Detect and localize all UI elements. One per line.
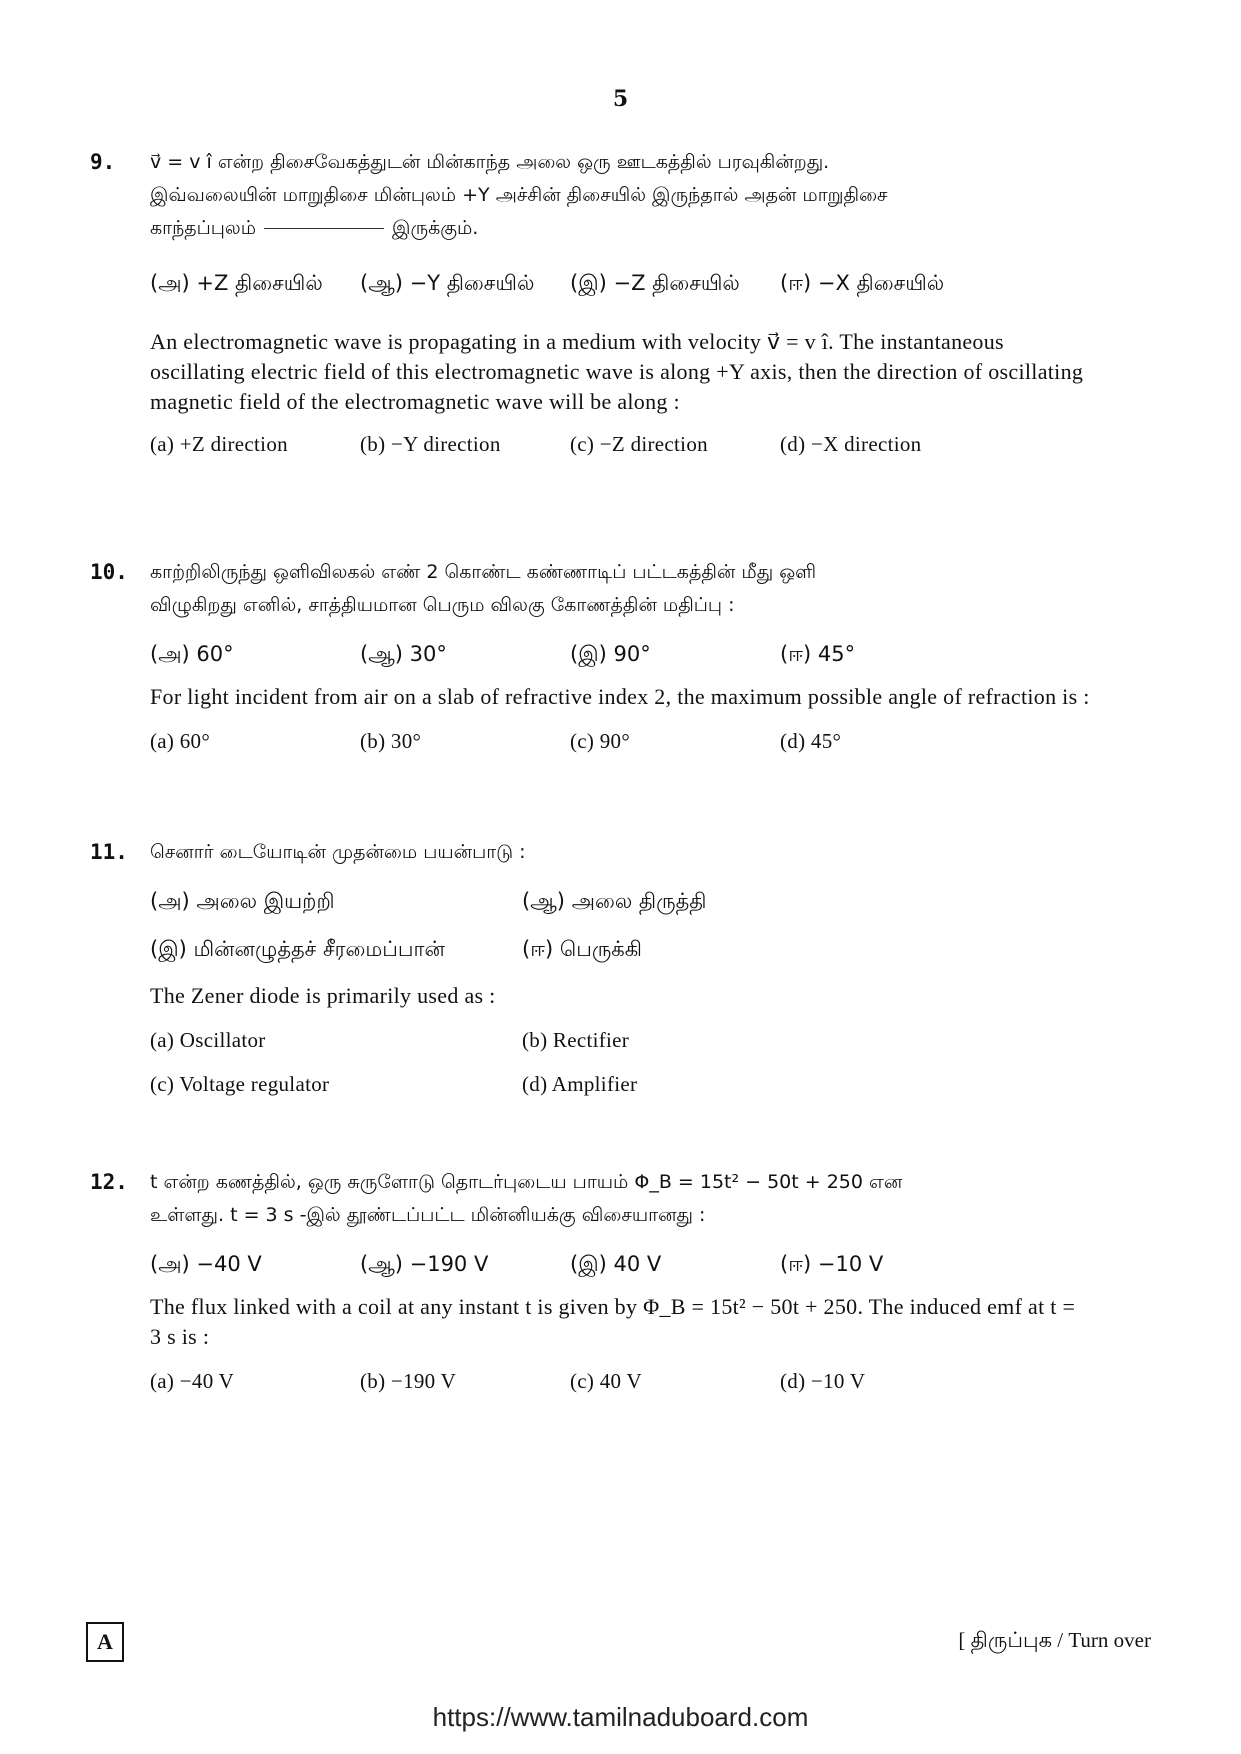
option-a: (a) −40 V xyxy=(150,1369,235,1393)
option-a: (a) Oscillator xyxy=(150,1028,266,1052)
english-question: The flux linked with a coil at any instant t is given by Φ_B = 15t² − 50t + 250. The induced emf at t = 3 s is : xyxy=(150,1294,1076,1349)
option-c: (c) −Z direction xyxy=(570,432,708,456)
option-d: (ஈ) 45° xyxy=(780,642,856,666)
option-a: (அ) 60° xyxy=(150,642,234,666)
option-a: (a) 60° xyxy=(150,729,211,753)
tamil-line: t என்ற கணத்தில், ஒரு சுருளோடு தொடர்புடைய பாயம் Φ_B = 15t² − 50t + 250 என xyxy=(150,1171,903,1193)
option-b: (b) −Y direction xyxy=(360,432,501,456)
option-b: (b) 30° xyxy=(360,729,422,753)
option-b: (ஆ) −190 V xyxy=(360,1252,489,1276)
english-question: An electromagnetic wave is propagating in a medium with velocity v⃗ = v î. The instantaneous oscillating electric field of this electromagnetic wave is along +Y axis, then the direction of oscillating magnetic field of the electromagnetic wave will be along : xyxy=(150,329,1084,414)
option-d: (d) Amplifier xyxy=(522,1072,638,1096)
option-c: (இ) 40 V xyxy=(570,1252,662,1276)
tamil-options xyxy=(150,1248,1090,1282)
question-number: 9. xyxy=(90,150,116,174)
question-number: 11. xyxy=(90,840,128,864)
tamil-text: காந்தப்புலம் xyxy=(150,217,256,239)
turn-over-label: [ திருப்புக / Turn over xyxy=(958,1628,1151,1652)
option-c: (இ) −Z திசையில் xyxy=(570,271,740,295)
tamil-line-3 xyxy=(150,212,1090,245)
english-question: The Zener diode is primarily used as : xyxy=(150,983,496,1008)
tamil-line: செனார் டையோடின் முதன்மை பயன்பாடு : xyxy=(150,841,526,863)
set-label-box: A xyxy=(86,1622,124,1662)
option-c: (c) 40 V xyxy=(570,1369,642,1393)
tamil-line: v⃗ = v î என்ற திசைவேகத்துடன் மின்காந்த அலை ஒரு ஊடகத்தில் பரவுகின்றது. xyxy=(150,151,830,173)
english-question: For light incident from air on a slab of refractive index 2, the maximum possible angle of refraction is : xyxy=(150,684,1090,709)
option-a: (அ) +Z திசையில் xyxy=(150,271,323,295)
option-d: (d) −X direction xyxy=(780,432,922,456)
option-c: (c) Voltage regulator xyxy=(150,1072,330,1096)
tamil-options xyxy=(150,267,1090,301)
option-d: (d) −10 V xyxy=(780,1369,866,1393)
option-b: (b) −190 V xyxy=(360,1369,457,1393)
tamil-options-row-1 xyxy=(150,885,1090,919)
tamil-options-row-2 xyxy=(150,933,1090,967)
question-number: 10. xyxy=(90,560,128,584)
tamil-line: இவ்வலையின் மாறுதிசை மின்புலம் +Y அச்சின் திசையில் இருந்தால் அதன் மாறுதிசை xyxy=(150,184,888,206)
option-b: (ஆ) அலை திருத்தி xyxy=(522,889,707,913)
option-a: (அ) அலை இயற்றி xyxy=(150,889,335,913)
website-url: https://www.tamilnaduboard.com xyxy=(432,1702,809,1732)
english-options-row-1 xyxy=(150,1025,1090,1059)
option-b: (ஆ) 30° xyxy=(360,642,447,666)
option-a: (a) +Z direction xyxy=(150,432,288,456)
option-c: (c) 90° xyxy=(570,729,631,753)
tamil-options xyxy=(150,638,1090,672)
option-a: (அ) −40 V xyxy=(150,1252,262,1276)
fill-blank xyxy=(264,228,384,229)
english-options-row-2 xyxy=(150,1069,1090,1103)
option-c: (இ) 90° xyxy=(570,642,651,666)
option-d: (ஈ) −10 V xyxy=(780,1252,884,1276)
tamil-line: காற்றிலிருந்து ஒளிவிலகல் எண் 2 கொண்ட கண்ணாடிப் பட்டகத்தின் மீது ஒளி xyxy=(150,561,817,583)
tamil-line: உள்ளது. t = 3 s -இல் தூண்டப்பட்ட மின்னியக்கு விசையானது : xyxy=(150,1204,706,1226)
option-d: (ஈ) பெருக்கி xyxy=(522,937,642,961)
english-options xyxy=(150,1366,1090,1400)
tamil-line: விழுகிறது எனில், சாத்தியமான பெரும விலகு கோணத்தின் மதிப்பு : xyxy=(150,594,735,616)
option-d: (d) 45° xyxy=(780,729,842,753)
english-options xyxy=(150,429,1090,463)
english-options xyxy=(150,726,1090,760)
option-b: (b) Rectifier xyxy=(522,1028,630,1052)
question-number: 12. xyxy=(90,1170,128,1194)
tamil-text: இருக்கும். xyxy=(391,217,479,239)
option-c: (இ) மின்னழுத்தச் சீரமைப்பான் xyxy=(150,937,445,961)
option-b: (ஆ) −Y திசையில் xyxy=(360,271,535,295)
option-d: (ஈ) −X திசையில் xyxy=(780,271,945,295)
page-number: 5 xyxy=(612,86,629,112)
